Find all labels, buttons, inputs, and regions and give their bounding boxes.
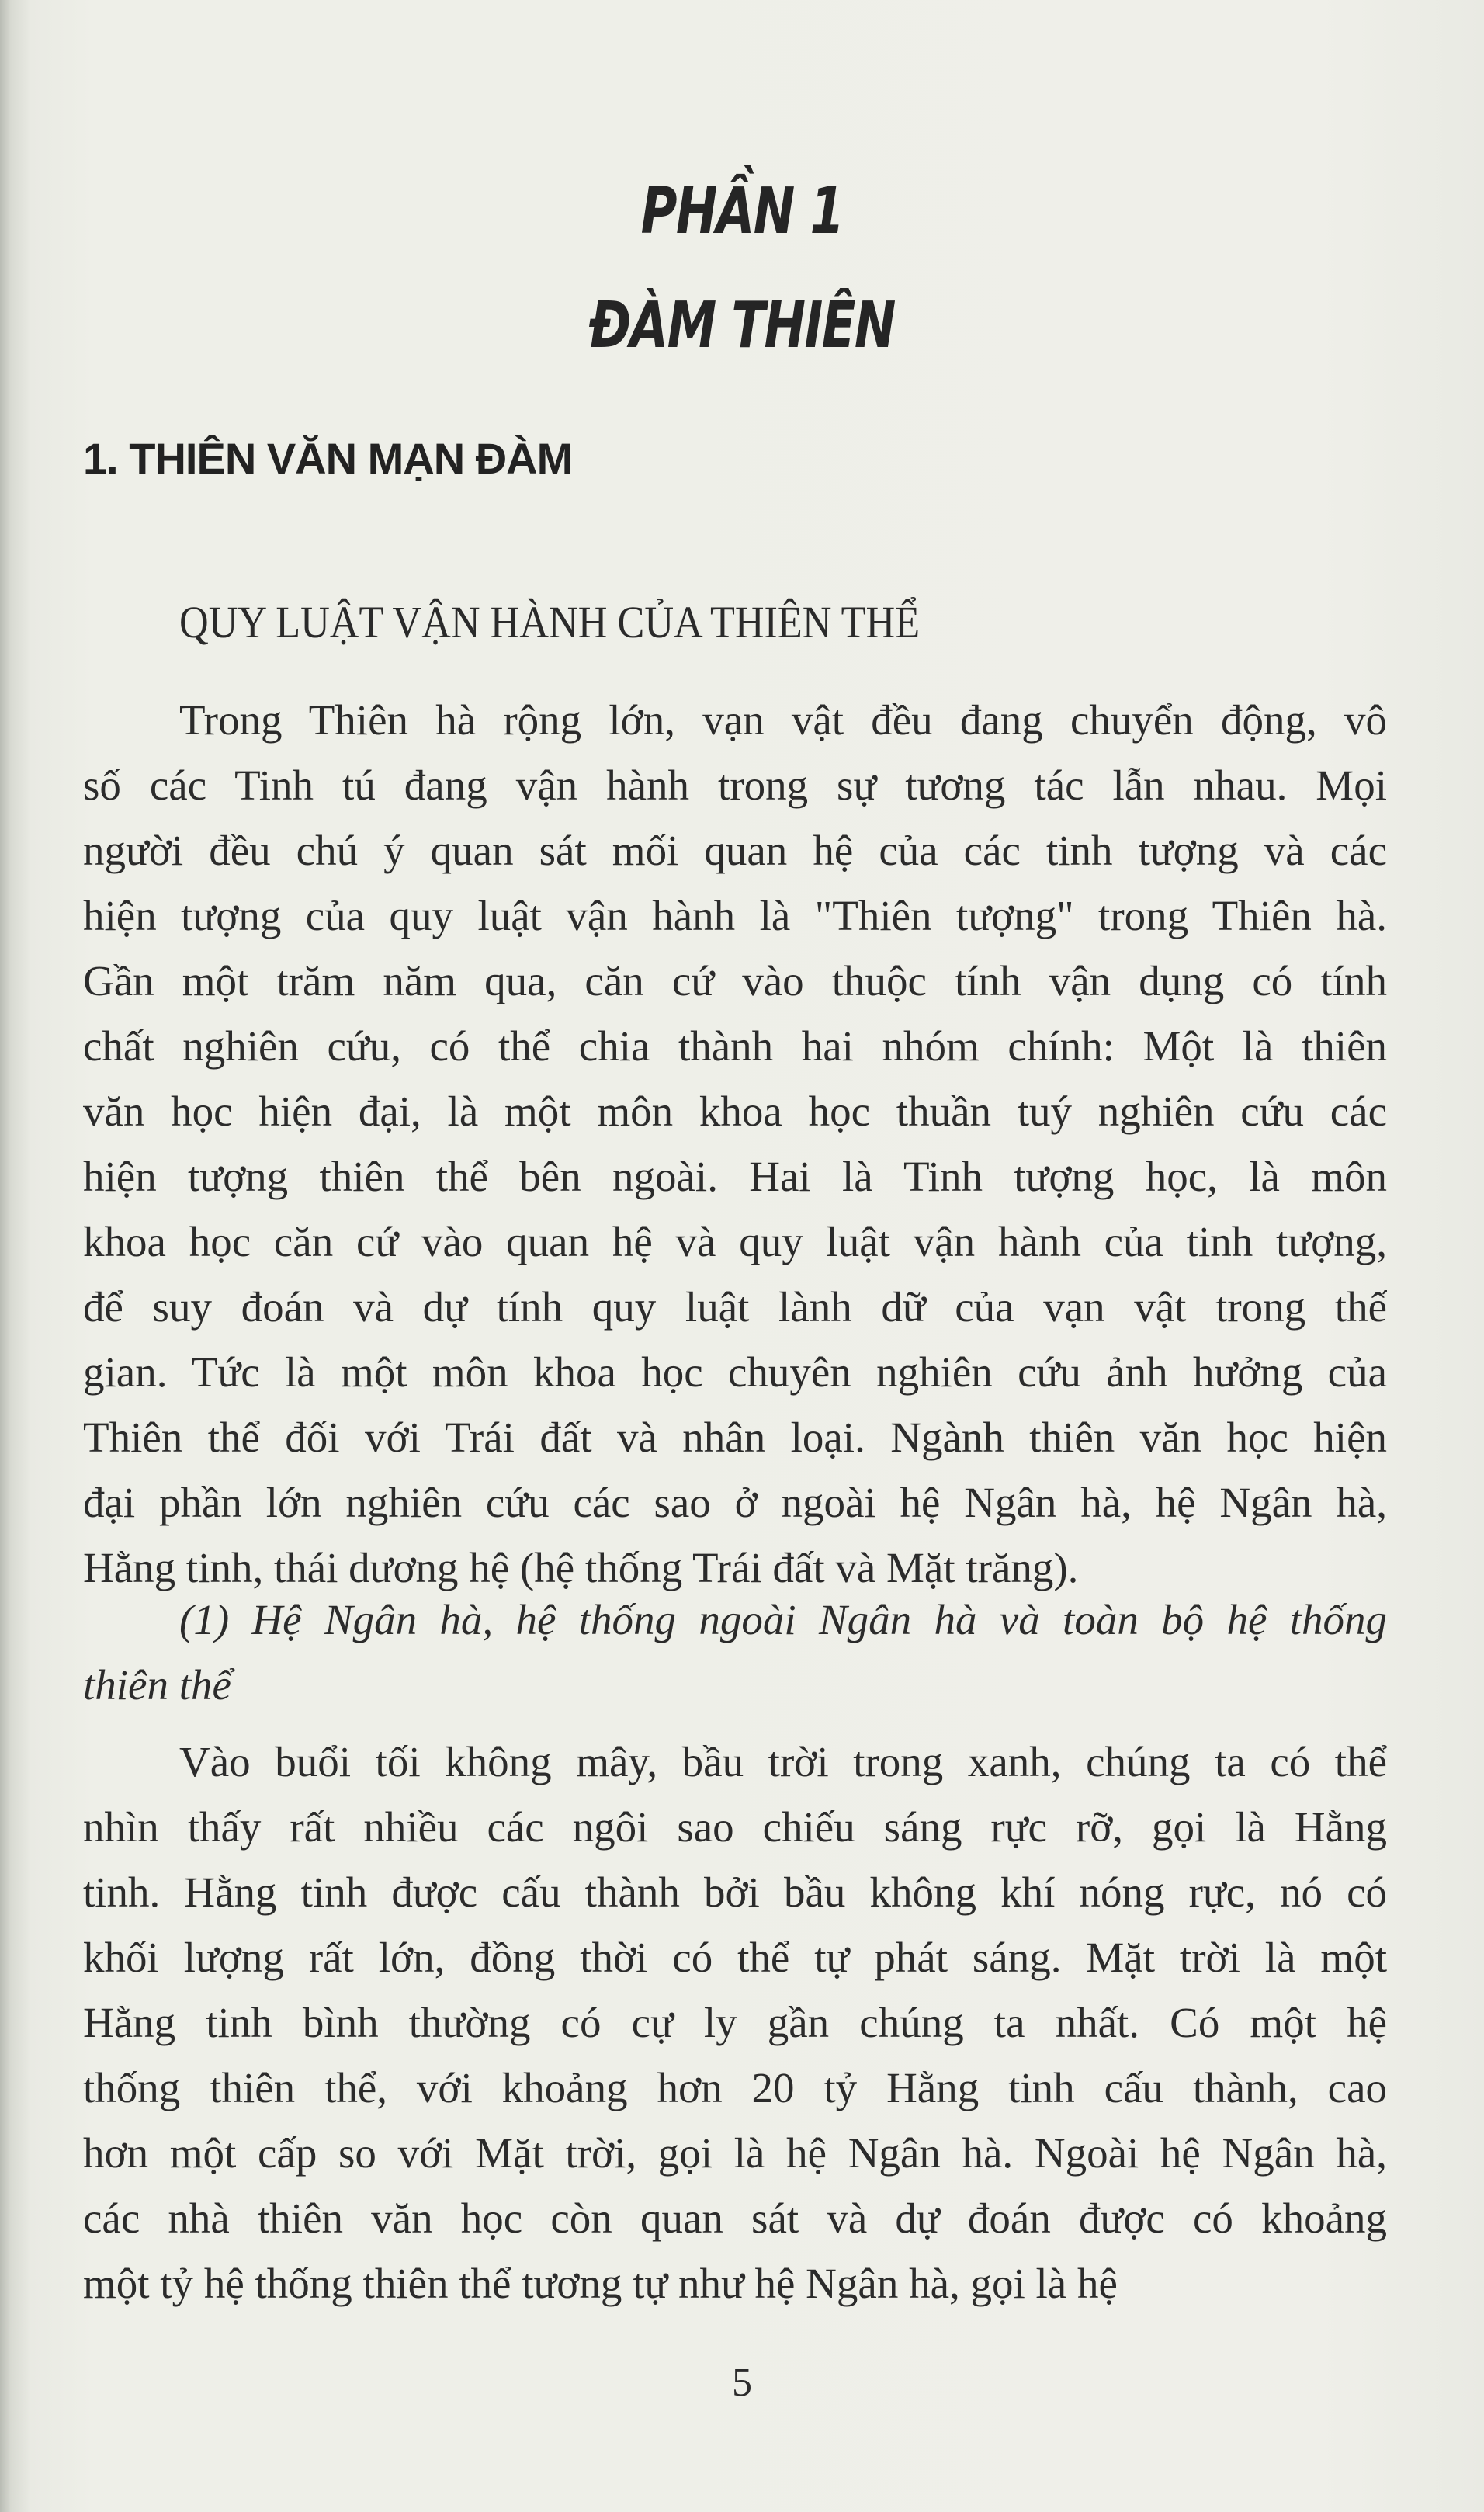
subheading: QUY LUẬT VẬN HÀNH CỦA THIÊN THỂ [179, 597, 921, 647]
text-line: các nhà thiên văn học còn quan sát và dự đoán được có khoảng [83, 2195, 1387, 2242]
text-line: Thiên thể đối với Trái đất và nhân loại. Ngành thiên văn học hiện [83, 1414, 1387, 1461]
text-line: Gần một trăm năm qua, căn cứ vào thuộc tính vận dụng có tính [83, 957, 1387, 1004]
text-line: văn học hiện đại, là một môn khoa học thuần tuý nghiên cứu các [83, 1088, 1387, 1135]
text-line: khoa học căn cứ vào quan hệ và quy luật vận hành của tinh tượng, [83, 1218, 1387, 1265]
text-line: nhìn thấy rất nhiều các ngôi sao chiếu sáng rực rỡ, gọi là Hằng [83, 1803, 1387, 1851]
part-number: PHẦN 1 [640, 175, 844, 248]
page-number: 5 [732, 2361, 752, 2405]
italic-heading [83, 1587, 1387, 1718]
text-line: (1) Hệ Ngân hà, hệ thống ngoài Ngân hà và toàn bộ hệ thống [179, 1596, 1387, 1643]
text-line: gian. Tức là một môn khoa học chuyên nghiên cứu ảnh hưởng của [83, 1348, 1387, 1396]
part-title: ĐÀM THIÊN [589, 289, 895, 363]
text-line: để suy đoán và dự tính quy luật lành dữ của vạn vật trong thế [83, 1283, 1387, 1331]
text-line: người đều chú ý quan sát mối quan hệ của các tinh tượng và các [83, 827, 1387, 874]
text-line: tinh. Hằng tinh được cấu thành bởi bầu không khí nóng rực, nó có [83, 1868, 1387, 1916]
text-line: thống thiên thể, với khoảng hơn 20 tỷ Hằng tinh cấu thành, cao [83, 2064, 1387, 2111]
text-line: chất nghiên cứu, có thể chia thành hai nhóm chính: Một là thiên [83, 1022, 1387, 1070]
text-line: thiên thể [83, 1661, 231, 1709]
text-line: Vào buổi tối không mây, bầu trời trong xanh, chúng ta có thể [179, 1738, 1387, 1785]
text-line: khối lượng rất lớn, đồng thời có thể tự phát sáng. Mặt trời là một [83, 1934, 1387, 1981]
paragraph-2 [83, 1730, 1387, 2316]
paragraph-1 [83, 688, 1387, 1601]
text-line: Hằng tinh bình thường có cự ly gần chúng ta nhất. Có một hệ [83, 1999, 1387, 2046]
text-line: Hằng tinh, thái dương hệ (hệ thống Trái đất và Mặt trăng). [83, 1544, 1079, 1591]
text-line: hiện tượng thiên thể bên ngoài. Hai là Tinh tượng học, là môn [83, 1153, 1387, 1200]
text-line: số các Tinh tú đang vận hành trong sự tương tác lẫn nhau. Mọi [83, 762, 1387, 809]
text-line: một tỷ hệ thống thiên thể tương tự như hệ Ngân hà, gọi là hệ [83, 2260, 1118, 2307]
text-line: đại phần lớn nghiên cứu các sao ở ngoài hệ Ngân hà, hệ Ngân hà, [83, 1479, 1387, 1526]
text-line: hiện tượng của quy luật vận hành là "Thiên tượng" trong Thiên hà. [83, 892, 1387, 939]
section-heading: 1. THIÊN VĂN MẠN ĐÀM [83, 434, 573, 483]
text-line: hơn một cấp so với Mặt trời, gọi là hệ Ngân hà. Ngoài hệ Ngân hà, [83, 2129, 1387, 2177]
text-line: Trong Thiên hà rộng lớn, vạn vật đều đang chuyển động, vô [179, 696, 1387, 744]
